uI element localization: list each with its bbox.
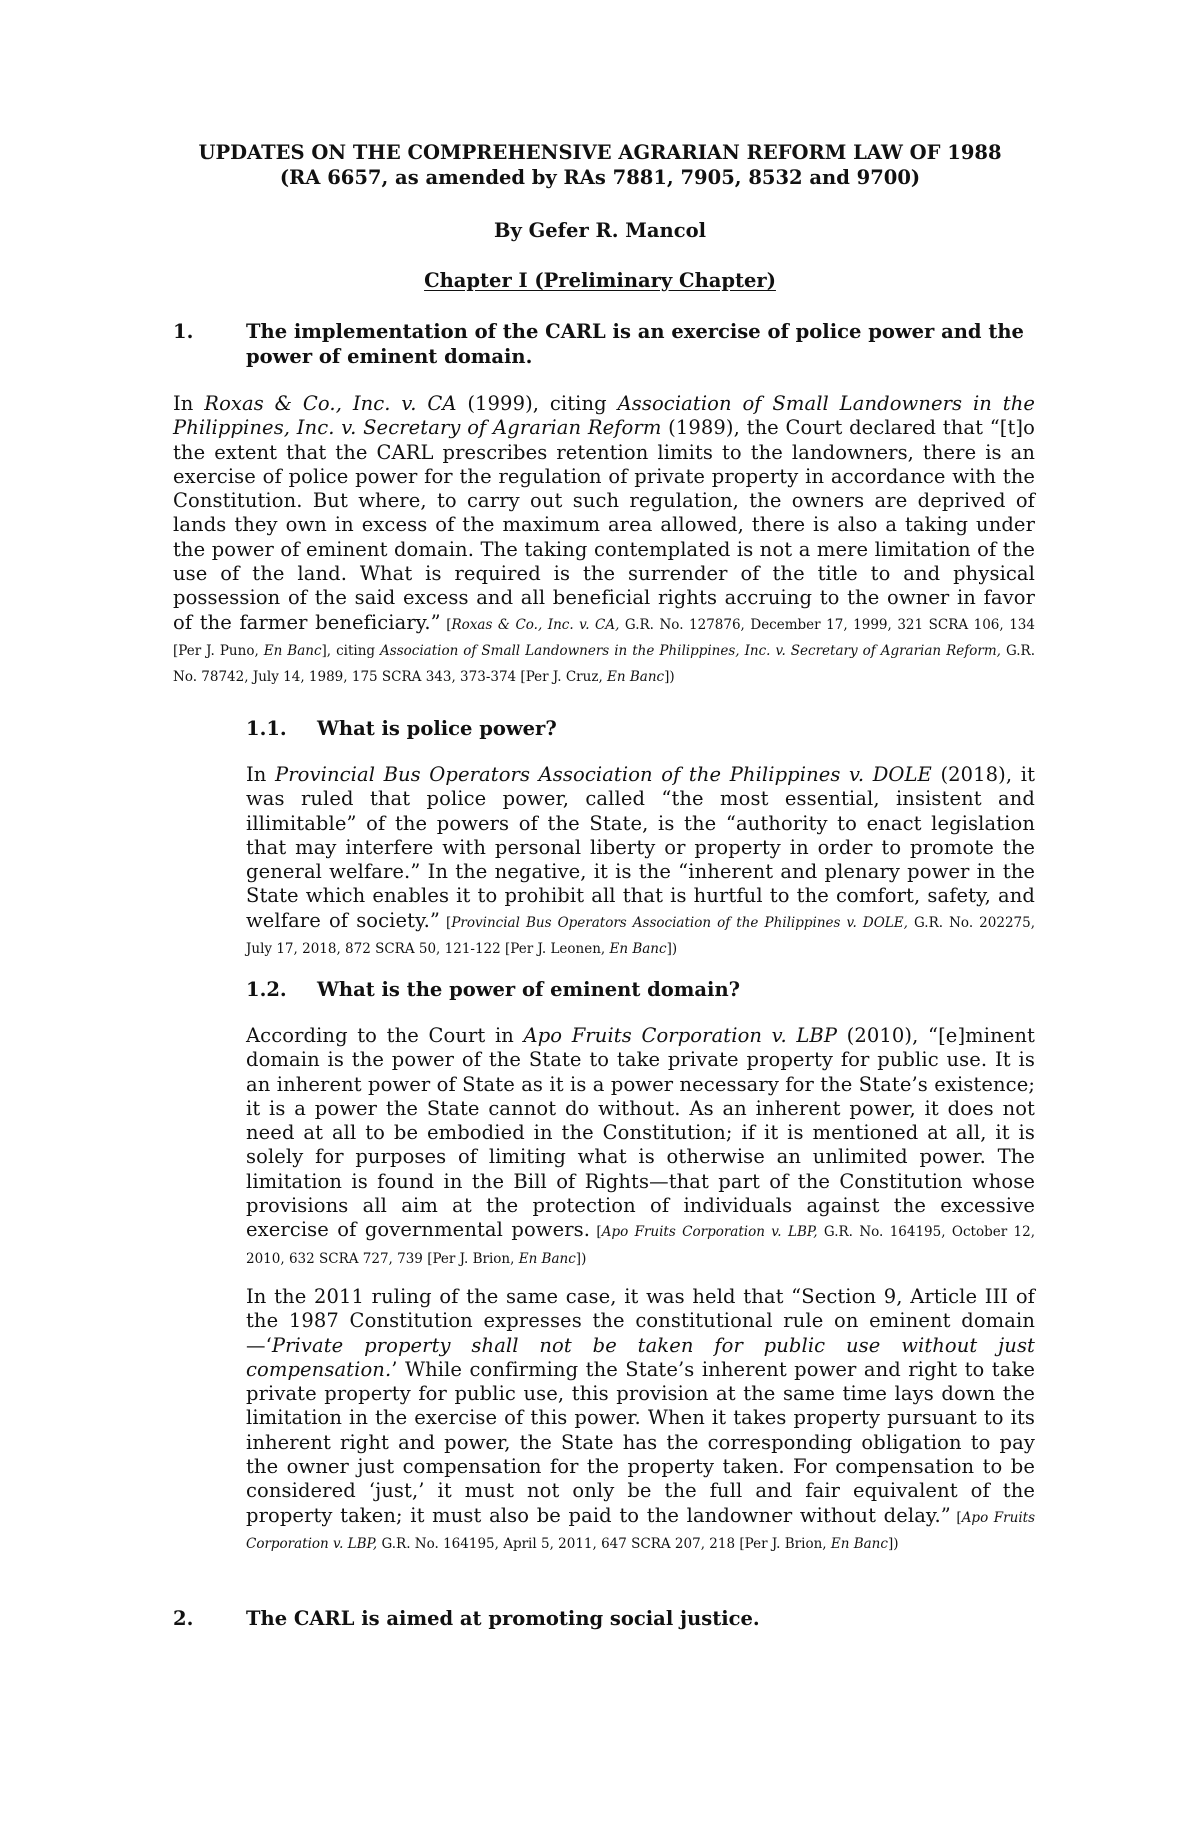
citation: [Apo Fruits Corporation v. LBP, G.R. No. 164195, October 12, 2010, 632 SCRA 727, 739 [Per J. Brion, En Banc]): [246, 1224, 1036, 1267]
section-1-2-paragraph-2: In the 2011 ruling of the same case, it was held that “Section 9, Article III of the 1987 Constitution expresses the constitutional rule on eminent domain—‘Private property shall not be taken for public use without just compensation.’ While confirming the State’s inherent power and right to take private property for public use, this provision at the same time lays down the limitation in the exercise of this power. When it takes property pursuant to its inherent right and power, the State has the corresponding obligation to pay the owner just compensation for the property taken. For compensation to be considered ‘just,’ it must not only be the full and fair equivalent of the property taken; it must also be paid to the landowner without delay.” [Apo Fruits Corporation v. LBP, G.R. No. 164195, April 5, 2011, 647 SCRA 207, 218 [Per J. Brion, En Banc]): [246, 1285, 1035, 1552]
document-title-line-1: UPDATES ON THE COMPREHENSIVE AGRARIAN REFORM LAW OF 1988: [198, 141, 1002, 164]
section-1-1-number: 1.1.: [246, 717, 287, 740]
section-2-number: 2.: [173, 1607, 194, 1630]
section-1-number: 1.: [173, 320, 194, 343]
section-2-heading-text: The CARL is aimed at promoting social justice.: [246, 1607, 760, 1630]
citation: [Apo Fruits Corporation v. LBP, G.R. No. 164195, April 5, 2011, 647 SCRA 207, 218 [Per J. Brion, En Banc]): [246, 1509, 1035, 1552]
section-1-1-heading-text: What is police power?: [317, 717, 557, 740]
section-1-2-heading: [246, 977, 1035, 1003]
citation: [Roxas & Co., Inc. v. CA, G.R. No. 127876, December 17, 1999, 321 SCRA 106, 134 [Per J. Puno, En Banc], citing Association of Small Landowners in the Philippines, Inc. v. Secretary of Agrarian Reform, G.R. No. 78742, July 14, 1989, 175 SCRA 343, 373-374 [Per J. Cruz, En Banc]): [173, 616, 1035, 686]
section-1-2-heading-text: What is the power of eminent domain?: [317, 978, 741, 1001]
section-2-heading: [173, 1606, 1035, 1632]
section-1-heading: [173, 319, 1035, 371]
author-byline: By Gefer R. Mancol: [494, 219, 706, 242]
chapter-heading: [0, 268, 1200, 294]
section-1-1-heading: [246, 716, 1035, 742]
citation: [Provincial Bus Operators Association of the Philippines v. DOLE, G.R. No. 202275, July 17, 2018, 872 SCRA 50, 121-122 [Per J. Leonen, En Banc]): [246, 914, 1036, 958]
document-title-line-2: (RA 6657, as amended by RAs 7881, 7905, 8532 and 9700): [279, 166, 921, 189]
section-1-2-number: 1.2.: [246, 978, 287, 1001]
chapter-title: Chapter I (Preliminary Chapter): [424, 269, 776, 292]
section-1-paragraph: In Roxas & Co., Inc. v. CA (1999), citing Association of Small Landowners in the Philippines, Inc. v. Secretary of Agrarian Reform (1989), the Court declared that “[t]o the extent that the CARL prescribes retention limits to the landowners, there is an exercise of police power for the regulation of private property in accordance with the Constitution. But where, to carry out such regulation, the owners are deprived of lands they own in excess of the maximum area allowed, there is also a taking under the power of eminent domain. The taking contemplated is not a mere limitation of the use of the land. What is required is the surrender of the title to and physical possession of the said excess and all beneficial rights accruing to the owner in favor of the farmer beneficiary.” [Roxas & Co., Inc. v. CA, G.R. No. 127876, December 17, 1999, 321 SCRA 106, 134 [Per J. Puno, En Banc], citing Association of Small Landowners in the Philippines, Inc. v. Secretary of Agrarian Reform, G.R. No. 78742, July 14, 1989, 175 SCRA 343, 373-374 [Per J. Cruz, En Banc]): [173, 392, 1035, 686]
section-1-heading-text: The implementation of the CARL is an exercise of police power and the power of eminent domain.: [246, 320, 1024, 368]
section-1-2-paragraph-1: According to the Court in Apo Fruits Corporation v. LBP (2010), “[e]minent domain is the power of the State to take private property for public use. It is an inherent power of State as it is a power necessary for the State’s existence; it is a power the State cannot do without. As an inherent power, it does not need at all to be embodied in the Constitution; if it is mentioned at all, it is solely for purposes of limiting what is otherwise an unlimited power. The limitation is found in the Bill of Rights—that part of the Constitution whose provisions all aim at the protection of individuals against the excessive exercise of governmental powers. [Apo Fruits Corporation v. LBP, G.R. No. 164195, October 12, 2010, 632 SCRA 727, 739 [Per J. Brion, En Banc]): [246, 1024, 1036, 1267]
section-1-1-paragraph: In Provincial Bus Operators Association of the Philippines v. DOLE (2018), it was ruled that police power, called “the most essential, insistent and illimitable” of the powers of the State, is the “authority to enact legislation that may interfere with personal liberty or property in order to promote the general welfare.” In the negative, it is the “inherent and plenary power in the State which enables it to prohibit all that is hurtful to the comfort, safety, and welfare of society.” [Provincial Bus Operators Association of the Philippines v. DOLE, G.R. No. 202275, July 17, 2018, 872 SCRA 50, 121-122 [Per J. Leonen, En Banc]): [246, 763, 1036, 958]
